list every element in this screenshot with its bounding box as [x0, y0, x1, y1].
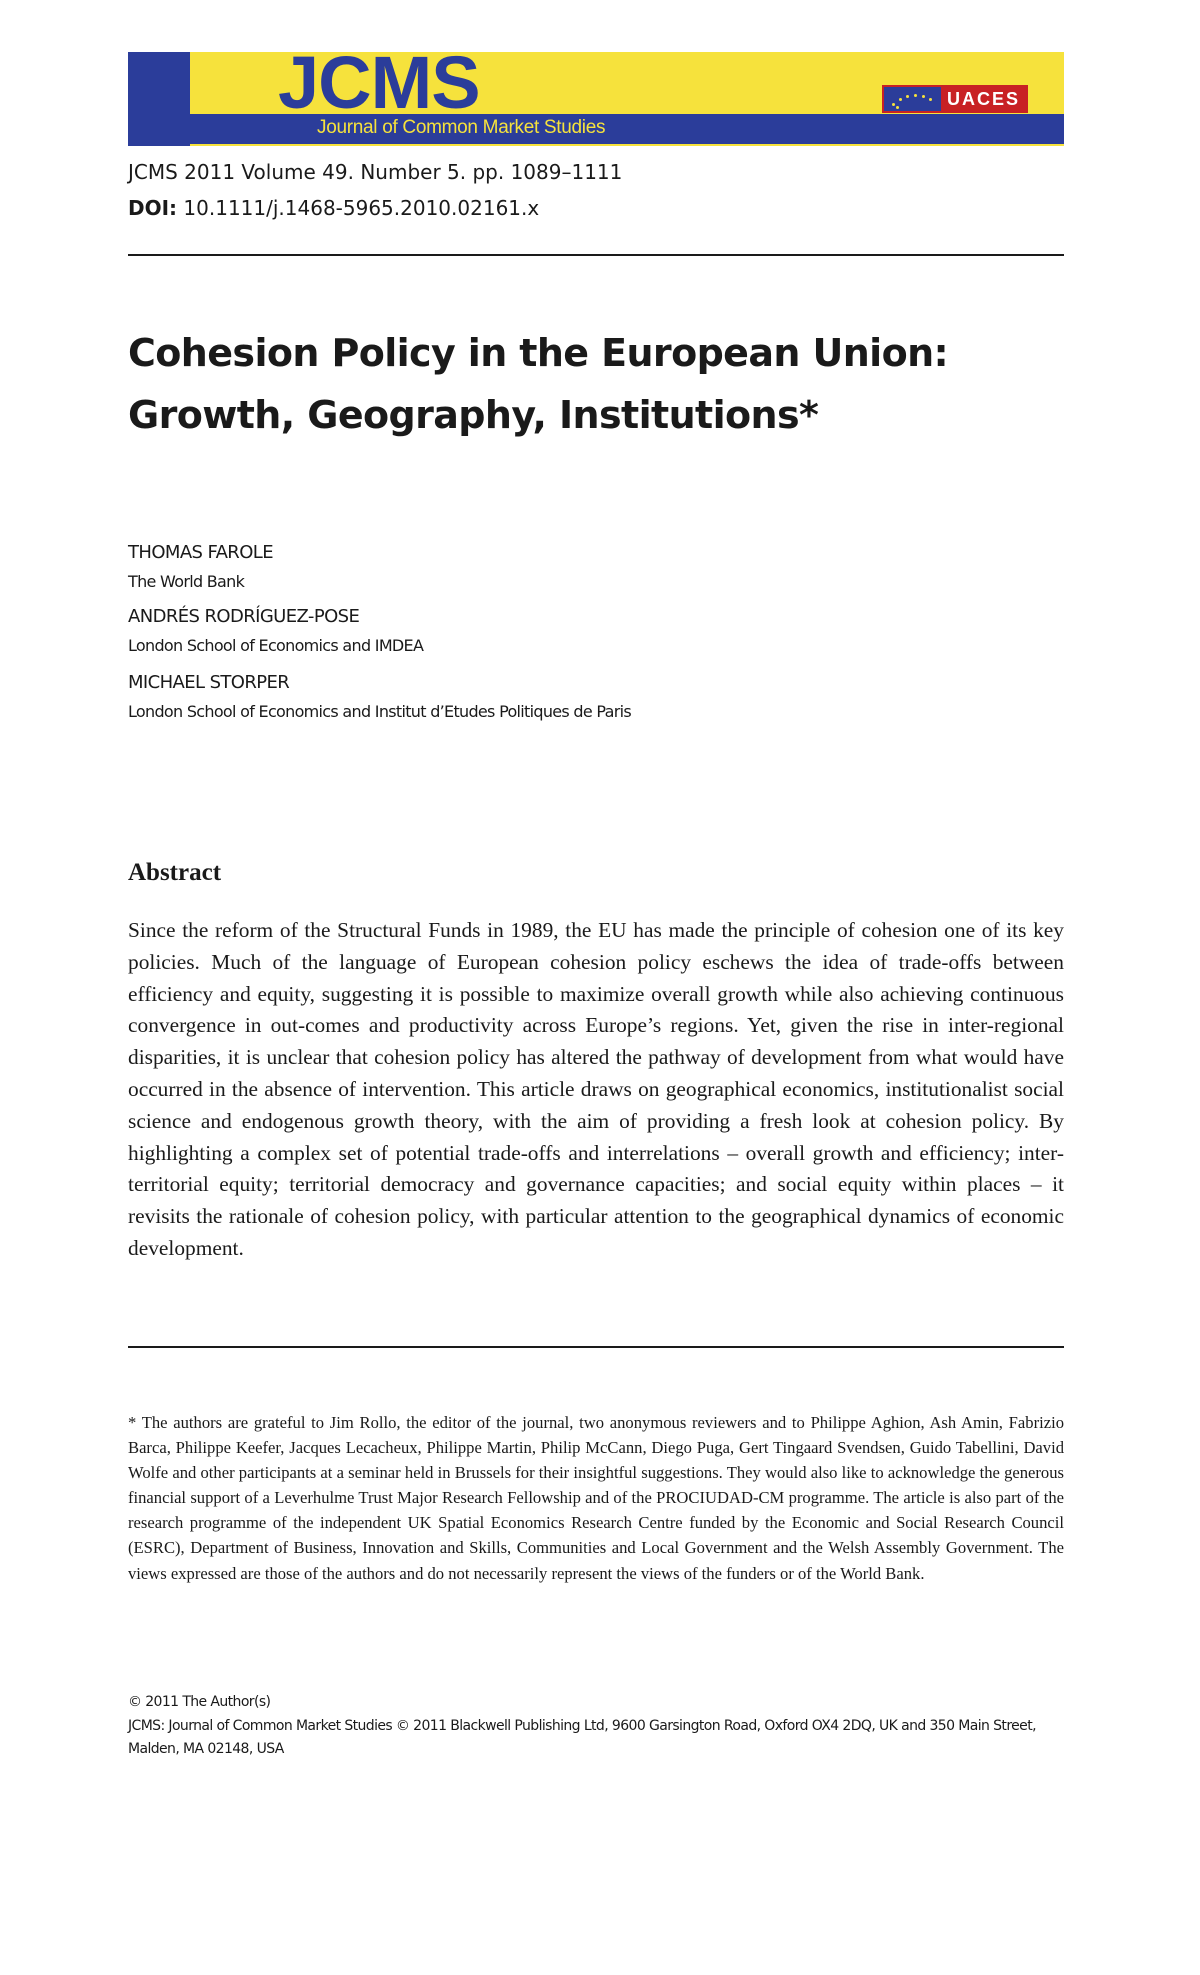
article-title-line-2: Growth, Geography, Institutions*	[128, 393, 819, 437]
doi-label: DOI:	[128, 196, 178, 220]
header-divider	[128, 254, 1064, 256]
abstract-text: Since the reform of the Structural Funds in 1989, the EU has made the principle of cohesion one of its key policies. Much of the language of European cohesion policy eschews the idea of trade-offs between efficiency and equity, suggesting it is possible to maximize overall growth while also achieving continuous convergence in out-comes and productivity across Europe’s regions. Yet, given the rise in inter-regional disparities, it is unclear that cohesion policy has altered the pathway of development from what would have occurred in the absence of intervention. This article draws on geographical economics, institutionalist social science and endogenous growth theory, with the aim of providing a fresh look at cohesion policy. By highlighting a complex set of potential trade-offs and interrelations – overall growth and efficiency; inter-territorial equity; territorial democracy and governance capacities; and social equity within places – it revisits the rationale of cohesion policy, with particular attention to the geographical dynamics of economic development.	[128, 918, 1064, 1260]
author-name: ANDRÉS RODRÍGUEZ-POSE	[128, 606, 360, 627]
copyright-publisher: JCMS: Journal of Common Market Studies © 2011 Blackwell Publishing Ltd, 9600 Garsington Road, Oxford OX4 2DQ, UK and 350 Main Street, Malden, MA 02148, USA	[128, 1718, 1036, 1757]
author-affiliation: London School of Economics and Institut d’Etudes Politiques de Paris	[128, 702, 632, 721]
article-title	[128, 322, 1064, 446]
citation-line: JCMS 2011 Volume 49. Number 5. pp. 1089–1111	[128, 160, 623, 184]
jcms-logo: JCMS	[278, 41, 480, 124]
author-affiliation: London School of Economics and IMDEA	[128, 636, 424, 655]
author-name: MICHAEL STORPER	[128, 672, 290, 693]
acknowledgement-footnote: * The authors are grateful to Jim Rollo, the editor of the journal, two anonymous reviewers and to Philippe Aghion, Ash Amin, Fabrizio Barca, Philippe Keefer, Jacques Lecacheux, Philippe Martin, Philip McCann, Diego Puga, Gert Tingaard Svendsen, Guido Tabellini, David Wolfe and other participants at a seminar held in Brussels for their insightful suggestions. They would also like to acknowledge the generous financial support of a Leverhulme Trust Major Research Fellowship and of the PROCIUDAD-CM programme. The article is also part of the research programme of the independent UK Spatial Economics Research Centre funded by the Economic and Social Research Council (ESRC), Department of Business, Innovation and Skills, Communities and Local Government and the Welsh Assembly Government. The views expressed are those of the authors and do not necessarily represent the views of the funders or of the World Bank.	[128, 1413, 1064, 1583]
doi-value[interactable]: 10.1111/j.1468-5965.2010.02161.x	[183, 196, 540, 220]
doi-line	[128, 198, 539, 218]
copyright-author: © 2011 The Author(s)	[128, 1694, 271, 1710]
eu-stars-icon	[884, 87, 941, 111]
uaces-label: UACES	[941, 87, 1026, 111]
jcms-logo-subtitle: Journal of Common Market Studies	[317, 117, 606, 138]
uaces-badge	[882, 85, 1028, 113]
author-affiliation: The World Bank	[128, 572, 245, 591]
abstract-heading: Abstract	[128, 859, 222, 886]
abstract-divider	[128, 1346, 1064, 1348]
journal-banner	[128, 41, 1064, 146]
banner-left-block	[128, 52, 190, 146]
author-name: THOMAS FAROLE	[128, 542, 273, 563]
article-title-line-1: Cohesion Policy in the European Union:	[128, 331, 949, 375]
